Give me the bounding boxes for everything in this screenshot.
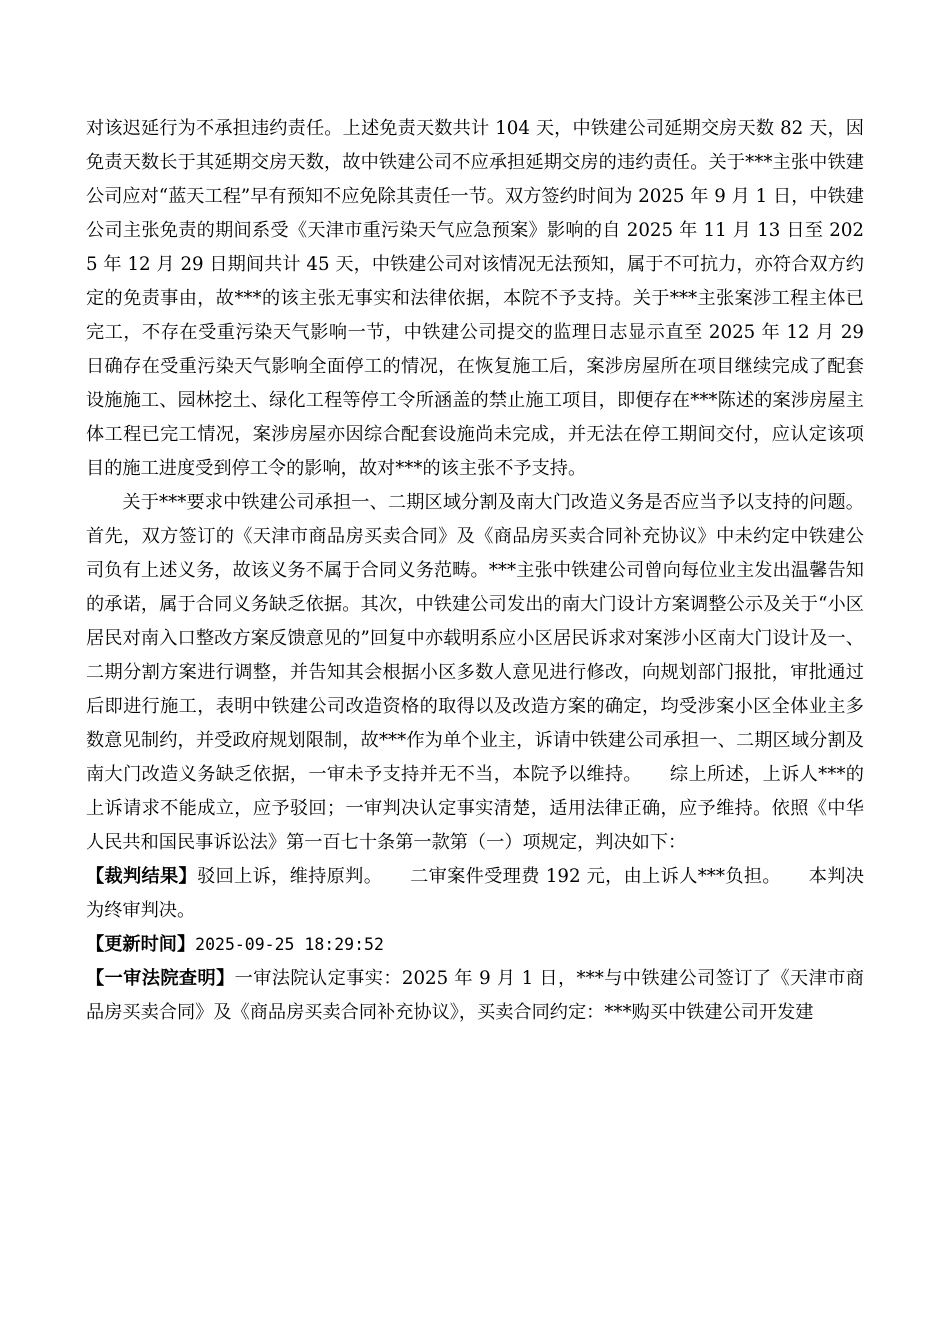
update-time-value: 2025-09-25 18:29:52	[195, 935, 384, 954]
first-instance-label: 【一审法院查明】	[86, 968, 235, 989]
verdict-text: 驳回上诉，维持原判。 二审案件受理费 192 元，由上诉人***负担。 本判决为终审判决。	[86, 866, 864, 921]
body-paragraph-2: 关于***要求中铁建公司承担一、二期区域分割及南大门改造义务是否应当予以支持的问题。首先，双方签订的《天津市商品房买卖合同》及《商品房买卖合同补充协议》中未约定中铁建公司负有上述义务，故该义务不属于合同义务范畴。***主张中铁建公司曾向每位业主发出温馨告知的承诺，属于合同义务缺乏依据。其次，中铁建公司发出的南大门设计方案调整公示及关于“小区居民对南入口整改方案反馈意见的”回复中亦载明系应小区居民诉求对案涉小区南大门设计及一、二期分割方案进行调整，并告知其会根据小区多数人意见进行修改，向规划部门报批，审批通过后即进行施工，表明中铁建公司改造资格的取得以及改造方案的确定，均受涉案小区全体业主多数意见制约，并受政府规划限制，故***作为单个业主，诉请中铁建公司承担一、二期区域分割及南大门改造义务缺乏依据，一审未予支持并无不当，本院予以维持。 综上所述，上诉人***的上诉请求不能成立，应予驳回；一审判决认定事实清楚，适用法律正确，应予维持。依照《中华人民共和国民事诉讼法》第一百七十条第一款第（一）项规定，判决如下：	[86, 492, 864, 853]
document-page	[86, 112, 864, 1030]
update-time-label: 【更新时间】	[86, 934, 196, 955]
update-time-section	[86, 928, 864, 962]
body-paragraph-1: 对该迟延行为不承担违约责任。上述免责天数共计 104 天，中铁建公司延期交房天数 82 天，因免责天数长于其延期交房天数，故中铁建公司不应承担延期交房的违约责任。关于***主张中铁建公司应对“蓝天工程”早有预知不应免除其责任一节。双方签约时间为 2025 年 9 月 1 日，中铁建公司主张免责的期间系受《天津市重污染天气应急预案》影响的自 2025 年 11 月 13 日至 2025 年 12 月 29 日期间共计 45 天，中铁建公司对该情况无法预知，属于不可抗力，亦符合双方约定的免责事由，故***的该主张无事实和法律依据，本院不予支持。关于***主张案涉工程主体已完工，不存在受重污染天气影响一节，中铁建公司提交的监理日志显示直至 2025 年 12 月 29 日确存在受重污染天气影响全面停工的情况，在恢复施工后，案涉房屋所在项目继续完成了配套设施施工、园林挖土、绿化工程等停工令所涵盖的禁止施工项目，即便存在***陈述的案涉房屋主体工程已完工情况，案涉房屋亦因综合配套设施尚未完成，并无法在停工期间交付，应认定该项目的施工进度受到停工令的影响，故对***的该主张不予支持。	[86, 118, 864, 479]
first-instance-section	[86, 962, 864, 1030]
verdict-section	[86, 860, 864, 928]
verdict-label: 【裁判结果】	[86, 866, 198, 887]
first-instance-text: 一审法院认定事实：2025 年 9 月 1 日，***与中铁建公司签订了《天津市商品房买卖合同》及《商品房买卖合同补充协议》，买卖合同约定：***购买中铁建公司开发建	[86, 968, 864, 1023]
